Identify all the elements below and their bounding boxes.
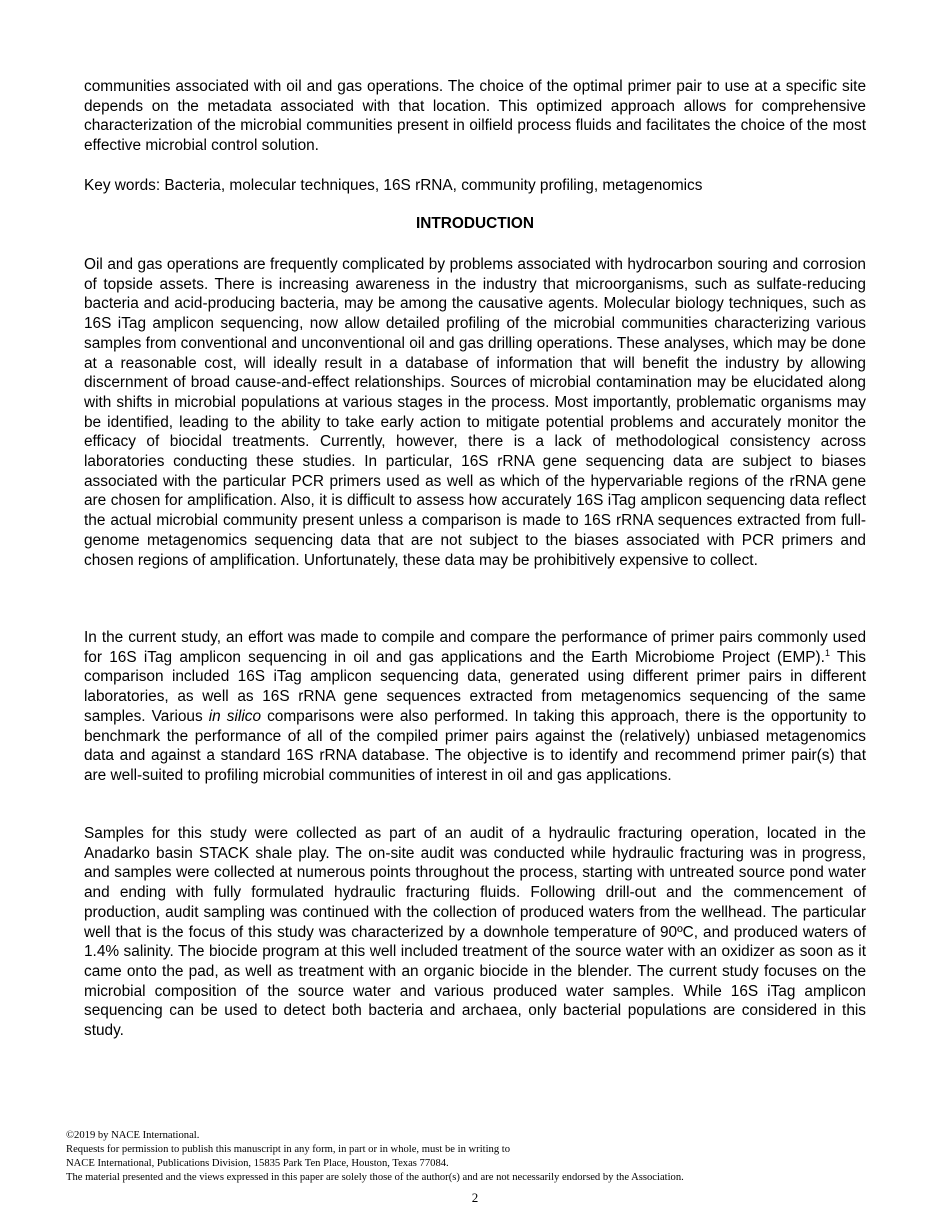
copyright-footer [66, 1129, 886, 1185]
introduction-paragraph-1: Oil and gas operations are frequently complicated by problems associated with hydrocarbon souring and corrosion of topside assets. There is increasing awareness in the industry that microorganisms, such as sulfate-reducing bacteria and acid-producing bacteria, may be among the causative agents. Molecular biology techniques, such as 16S iTag amplicon sequencing, now allow detailed profiling of the microbial communities characterizing various samples from conventional and unconventional oil and gas drilling operations. These analyses, which may be done at a reasonable cost, will ideally result in a database of information that will benefit the industry by allowing discernment of broad cause-and-effect relationships. Sources of microbial contamination may be elucidated along with shifts in microbial populations at various stages in the process. Most importantly, problematic organisms may be identified, leading to the ability to take early action to mitigate potential problems and accurately monitor the efficacy of biocidal treatments. Currently, however, there is a lack of methodological consistency across laboratories conducting these studies. In particular, 16S rRNA gene sequencing data are subject to biases associated with the particular PCR primers used as well as which of the hypervariable regions of the rRNA gene are chosen for amplification. Also, it is difficult to assess how accurately 16S iTag amplicon sequencing data reflect the actual microbial community present unless a comparison is made to 16S rRNA sequences extracted from full-genome metagenomics sequencing data that are not subject to the biases associated with PCR primers and chosen regions of amplification. Unfortunately, these data may be prohibitively expensive to collect. [84, 256, 866, 569]
footer-permission: Requests for permission to publish this manuscript in any form, in part or in whole, must be in writing to [66, 1144, 511, 1155]
introduction-paragraph-3: Samples for this study were collected as part of an audit of a hydraulic fracturing operation, located in the Anadarko basin STACK shale play. The on-site audit was conducted while hydraulic fracturing was in progress, and samples were collected at numerous points throughout the process, starting with untreated source pond water and ending with fully formulated hydraulic fracturing fluids. Following drill-out and the commencement of production, audit sampling was continued with the collection of produced waters from the wellhead. The particular well that is the focus of this study was characterized by a downhole temperature of 90ºC, and produced waters of 1.4% salinity. The biocide program at this well included treatment of the source water with an oxidizer as soon as it came onto the pad, as well as treatment with an organic biocide in the blender. The current study focuses on the microbial composition of the source water and various produced water samples. While 16S iTag amplicon sequencing can be used to detect both bacteria and archaea, only bacterial populations are considered in this study. [84, 825, 866, 1040]
keywords-line: Key words: Bacteria, molecular techniques, 16S rRNA, community profiling, metagenomics [84, 177, 703, 194]
introduction-paragraph-2 [84, 628, 866, 786]
page-number: 2 [471, 1190, 479, 1205]
footer-copyright: ©2019 by NACE International. [66, 1130, 200, 1141]
footer-address: NACE International, Publications Division, 15835 Park Ten Place, Houston, Texas 77084. [66, 1158, 449, 1169]
reference-superscript-1: 1 [824, 647, 830, 658]
paragraph-2-text-a: In the current study, an effort was made to compile and compare the performance of primer pairs commonly used for 16S iTag amplicon sequencing in oil and gas applications and the Earth Microbiome Project (EMP). [84, 629, 866, 666]
paragraph-2-text-b: This comparison included 16S iTag amplicon sequencing data, generated using different primer pairs in different laboratories, as well as 16S rRNA gene sequences extracted from metagenomics sequencing of the same samples. Various [84, 648, 866, 725]
paragraph-2-text-c: comparisons were also performed. In taking this approach, there is the opportunity to benchmark the performance of all of the compiled primer pairs against the (relatively) unbiased metagenomics data and against a standard 16S rRNA database. The objective is to identify and recommend primer pair(s) that are well-suited to profiling microbial communities of interest in oil and gas applications. [84, 707, 867, 784]
section-heading-introduction: INTRODUCTION [416, 215, 534, 232]
italic-in-silico: in silico [208, 707, 262, 725]
abstract-paragraph-end: communities associated with oil and gas operations. The choice of the optimal primer pair to use at a specific site depends on the metadata associated with that location. This optimized approach allows for comprehensive characterization of the microbial communities present in oilfield process fluids and facilitates the choice of the most effective microbial control solution. [84, 78, 866, 155]
footer-disclaimer: The material presented and the views expressed in this paper are solely those of the author(s) and are not necessarily endorsed by the Association. [66, 1172, 684, 1183]
